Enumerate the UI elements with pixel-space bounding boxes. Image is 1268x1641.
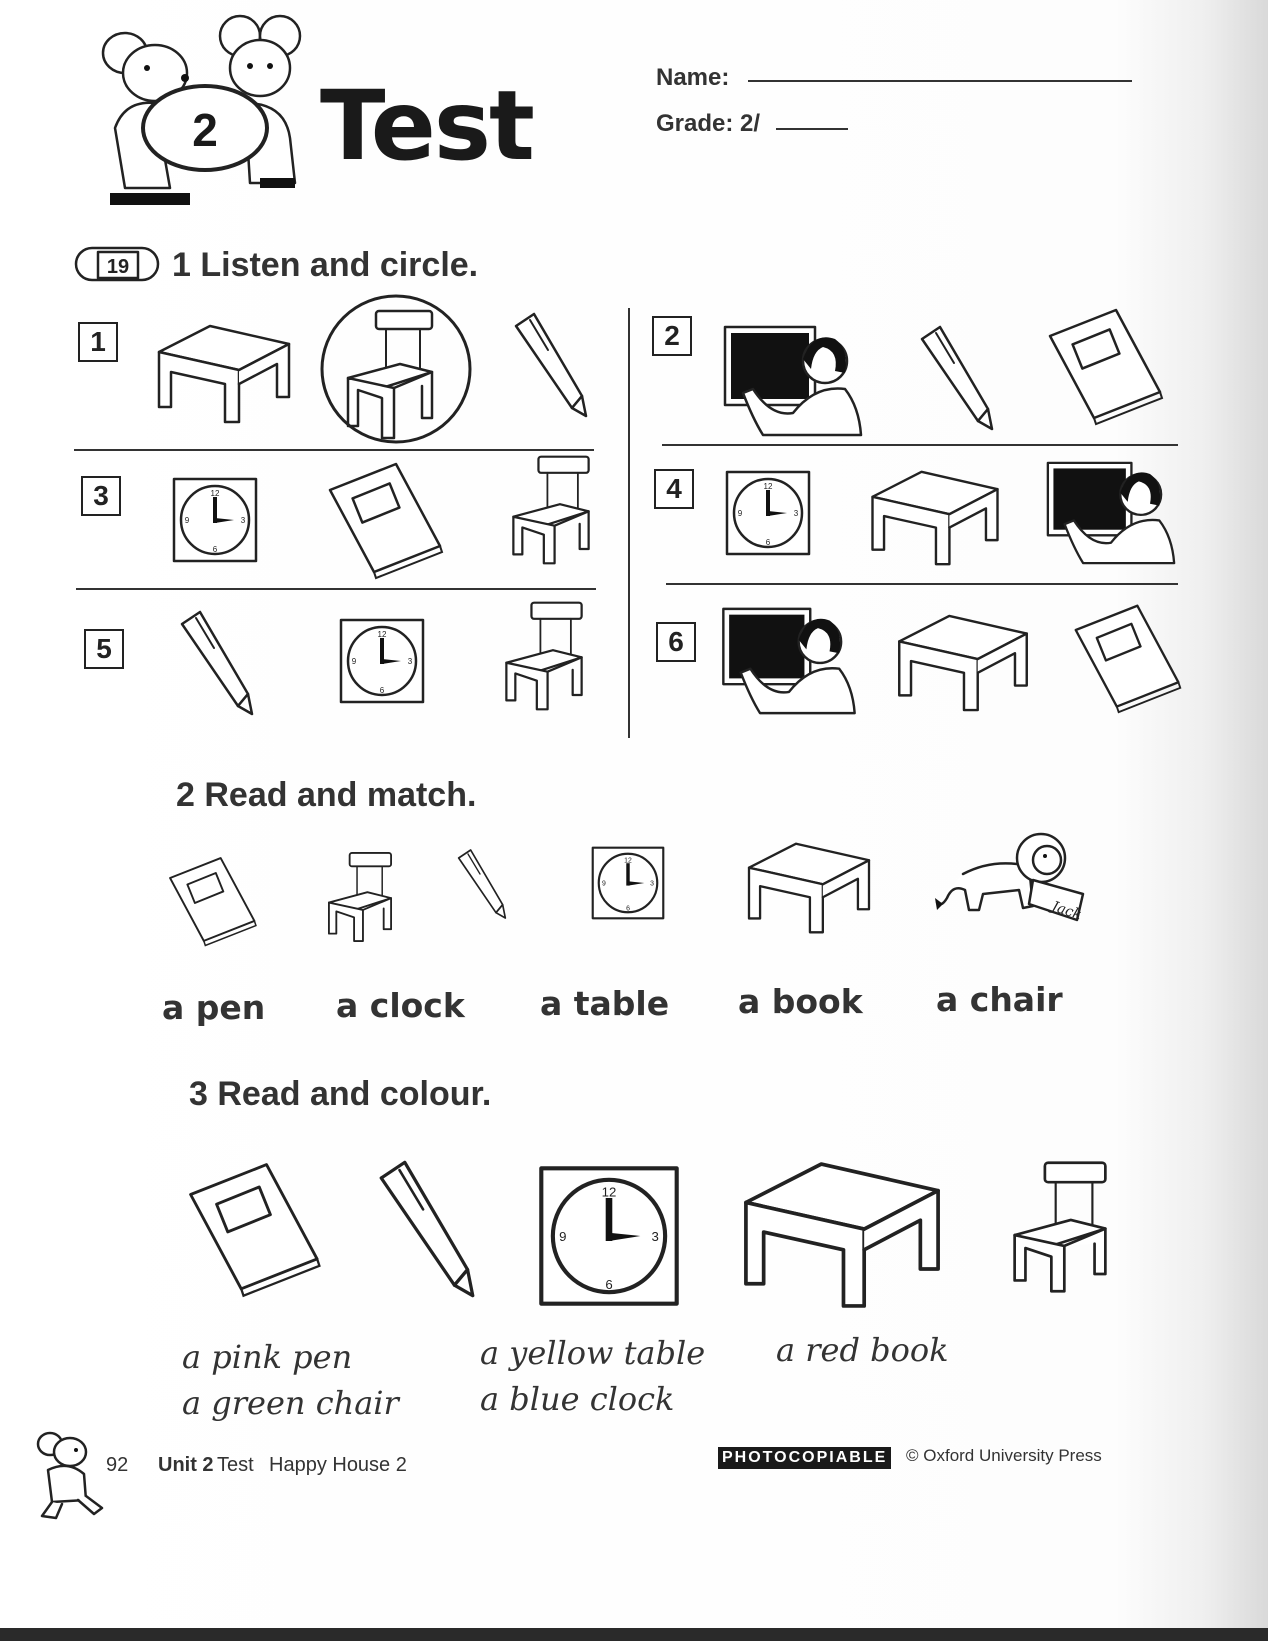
bottom-edge-band	[0, 1628, 1268, 1641]
svg-text:6: 6	[605, 1276, 613, 1292]
grid-divider-right-1	[662, 444, 1178, 446]
test-number: 2	[192, 104, 218, 156]
table-picture[interactable]	[155, 322, 293, 426]
name-blank-line[interactable]	[748, 80, 1132, 82]
item-number-1: 1	[78, 322, 118, 362]
item-number-5: 5	[84, 629, 124, 669]
board-picture[interactable]	[1046, 458, 1176, 568]
pen-picture[interactable]	[178, 610, 256, 716]
word-a-pen[interactable]: a pen	[162, 988, 266, 1027]
svg-text:9: 9	[601, 880, 606, 888]
phrase-a-blue-clock: a blue clock	[480, 1380, 675, 1418]
clock-picture[interactable]	[339, 618, 425, 704]
circled-answer-icon	[320, 294, 472, 444]
svg-text:9: 9	[184, 516, 190, 525]
word-a-table[interactable]: a table	[540, 984, 670, 1023]
page-number: 92	[106, 1454, 129, 1476]
svg-text:3: 3	[651, 1228, 659, 1244]
photocopiable-badge: PHOTOCOPIABLE	[718, 1447, 891, 1469]
pen-picture[interactable]	[512, 312, 590, 418]
grid-divider-vertical	[628, 308, 630, 738]
chair-picture[interactable]	[499, 600, 589, 712]
svg-text:3: 3	[407, 657, 413, 666]
word-a-clock[interactable]: a clock	[336, 986, 465, 1025]
book-picture[interactable]	[186, 1160, 324, 1298]
phrase-a-green-chair: a green chair	[182, 1384, 399, 1422]
phrase-a-pink-pen: a pink pen	[182, 1338, 353, 1376]
svg-text:9: 9	[737, 509, 743, 518]
clock-picture[interactable]	[538, 1165, 680, 1307]
pen-picture[interactable]	[376, 1158, 478, 1300]
book-picture[interactable]	[1046, 306, 1166, 426]
svg-text:9: 9	[559, 1228, 567, 1244]
mice-mascot-illustration	[85, 8, 315, 213]
chair-picture[interactable]	[506, 454, 596, 566]
book-picture[interactable]	[326, 460, 446, 580]
grid-divider-left-2	[76, 588, 596, 590]
svg-text:12: 12	[763, 482, 773, 491]
svg-text:6: 6	[212, 545, 218, 554]
svg-text:6: 6	[765, 538, 771, 547]
board-picture[interactable]	[719, 605, 859, 717]
clock-picture[interactable]	[725, 470, 811, 556]
item-number-2: 2	[652, 316, 692, 356]
grade-blank-line[interactable]	[776, 128, 848, 130]
svg-text:3: 3	[650, 880, 655, 888]
book-picture[interactable]	[1072, 600, 1184, 716]
word-a-chair[interactable]: a chair	[936, 980, 1063, 1019]
chair-picture[interactable]	[323, 849, 397, 945]
page-title: Test	[320, 70, 533, 182]
item-number-4: 4	[654, 469, 694, 509]
footer-book-title: Happy House 2	[269, 1454, 407, 1476]
clock-picture[interactable]	[172, 477, 258, 563]
svg-text:12: 12	[601, 1184, 617, 1200]
svg-text:6: 6	[626, 905, 630, 913]
copyright-text: © Oxford University Press	[906, 1446, 1102, 1465]
board-picture[interactable]	[723, 323, 863, 439]
grid-divider-left-1	[74, 449, 594, 451]
svg-text:6: 6	[379, 686, 385, 695]
word-a-book[interactable]: a book	[738, 982, 863, 1021]
phrase-a-yellow-table: a yellow table	[480, 1334, 706, 1372]
book-picture[interactable]	[167, 855, 259, 947]
lion-picture[interactable]	[933, 828, 1089, 924]
table-picture[interactable]	[744, 840, 874, 936]
footer-unit: Unit 2	[158, 1454, 214, 1476]
svg-text:3: 3	[240, 516, 246, 525]
item-number-3: 3	[81, 476, 121, 516]
footer-test: Test	[217, 1454, 254, 1476]
svg-text:3: 3	[793, 509, 799, 518]
clock-picture[interactable]	[591, 846, 665, 920]
chair-picture[interactable]	[1006, 1152, 1114, 1302]
name-label: Name:	[656, 64, 730, 91]
grid-divider-right-2	[666, 583, 1178, 585]
grade-label: Grade: 2/	[656, 110, 761, 137]
section2-heading: 2 Read and match.	[176, 776, 477, 814]
svg-text:12: 12	[377, 630, 387, 639]
svg-text:12: 12	[624, 857, 632, 865]
pen-picture[interactable]	[918, 325, 996, 431]
svg-text:12: 12	[210, 489, 220, 498]
section3-heading: 3 Read and colour.	[189, 1075, 492, 1113]
cassette-icon	[74, 244, 160, 284]
lion-name-tag: Jack	[1049, 898, 1084, 924]
table-picture[interactable]	[740, 1158, 944, 1312]
phrase-a-red-book: a red book	[776, 1331, 949, 1369]
svg-text:9: 9	[351, 657, 357, 666]
mouse-footer-illustration	[28, 1430, 108, 1522]
track-number: 19	[106, 256, 130, 278]
table-picture[interactable]	[894, 612, 1032, 714]
item-number-6: 6	[656, 622, 696, 662]
section1-heading: 1 Listen and circle.	[172, 246, 479, 284]
table-picture[interactable]	[866, 468, 1004, 568]
pen-picture[interactable]	[456, 848, 508, 920]
